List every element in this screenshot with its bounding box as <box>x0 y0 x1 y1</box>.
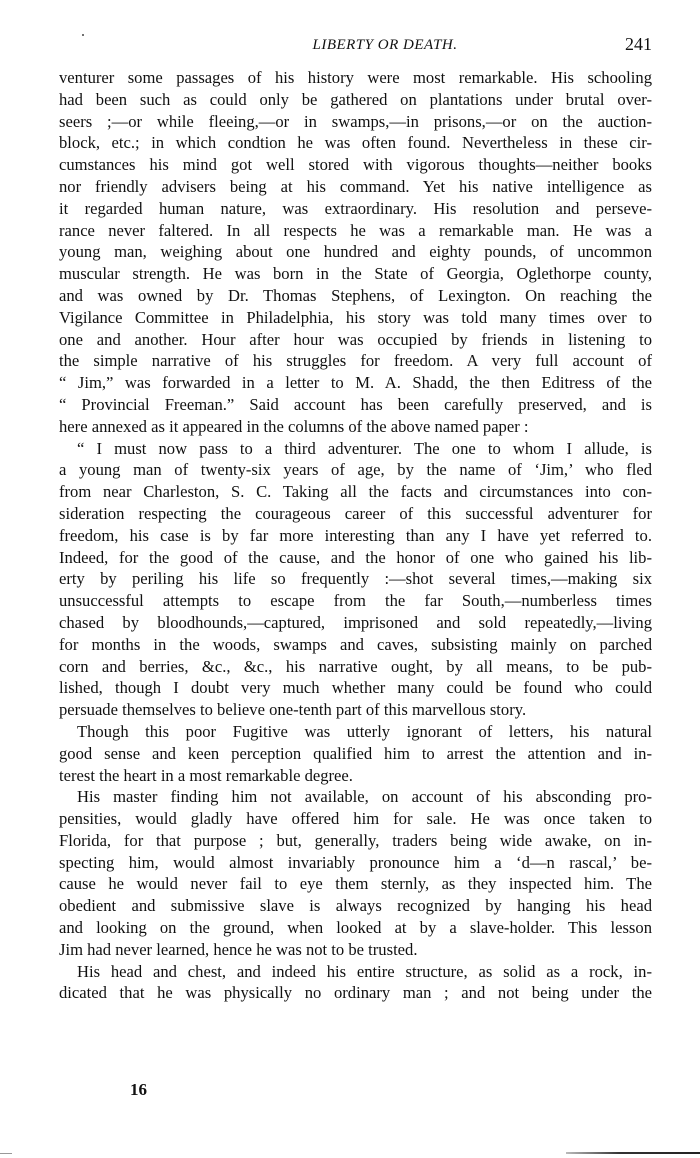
text-line: pensities, would gladly have offered him for sale. He was once taken to <box>59 809 652 829</box>
text-line: His head and chest, and indeed his entire structure, as solid as a rock, in- <box>77 961 652 981</box>
text-line: seers ;—or while fleeing,—or in swamps,—in prisons,—or on the auction- <box>59 111 652 131</box>
text-line: a young man of twenty-six years of age, by the name of ‘Jim,’ who fled <box>59 460 652 480</box>
text-line: erty by periling his life so frequently :—shot several times,—making six <box>59 569 652 589</box>
text-line: had been such as could only be gathered on plantations under brutal over- <box>59 89 652 109</box>
text-line: good sense and keen perception qualified him to arrest the attention and in- <box>59 743 652 763</box>
paragraph <box>59 786 652 960</box>
text-line: freedom, his case is by far more interesting than any I have yet referred to. <box>59 525 652 545</box>
text-line: cumstances his mind got well stored with vigorous thoughts—neither books <box>59 155 652 175</box>
text-line: Vigilance Committee in Philadelphia, his story was told many times over to <box>59 307 652 327</box>
text-line: it regarded human nature, was extraordinary. His resolution and perseve- <box>59 198 652 218</box>
text-line: chased by bloodhounds,—captured, imprisoned and sold repeatedly,—living <box>59 612 652 632</box>
text-line: nor friendly advisers being at his command. Yet his native intelligence as <box>59 176 652 196</box>
text-line: His master finding him not available, on account of his absconding pro- <box>77 787 652 807</box>
text-line: corn and berries, &c., &c., his narrative ought, by all means, to be pub- <box>59 656 652 676</box>
text-line: obedient and submissive slave is always recognized by hanging his head <box>59 896 652 916</box>
text-line: for months in the woods, swamps and caves, subsisting mainly on parched <box>59 634 652 654</box>
signature-mark: 16 <box>130 1080 147 1099</box>
scan-speck <box>82 34 84 36</box>
text-line: and was owned by Dr. Thomas Stephens, of Lexington. On reaching the <box>59 285 652 305</box>
text-line: here annexed as it appeared in the columns of the above named paper : <box>59 416 529 436</box>
text-line: young man, weighing about one hundred and eighty pounds, of uncommon <box>59 242 652 262</box>
paragraph <box>59 438 652 721</box>
text-line: one and another. Hour after hour was occupied by friends in listening to <box>59 329 652 349</box>
running-head <box>118 34 652 58</box>
text-line: Jim had never learned, hence he was not to be trusted. <box>59 939 418 959</box>
page-number: 241 <box>625 34 652 54</box>
text-line: terest the heart in a most remarkable degree. <box>59 765 353 785</box>
running-title: LIBERTY OR DEATH. <box>312 37 458 53</box>
text-line: specting him, would almost invariably pronounce him a ‘d—n rascal,’ be- <box>59 852 652 872</box>
text-line: from near Charleston, S. C. Taking all the facts and circumstances into con- <box>59 482 652 502</box>
text-line: persuade themselves to believe one-tenth part of this marvellous story. <box>59 700 527 720</box>
scan-edge-right <box>566 1152 700 1154</box>
paragraph <box>59 961 652 1005</box>
text-line: and looking on the ground, when looked at by a slave-holder. This lesson <box>59 918 652 938</box>
text-line: dicated that he was physically no ordinary man ; and not being under the <box>59 983 652 1003</box>
text-line: Indeed, for the good of the cause, and the honor of one who gained his lib- <box>59 547 652 567</box>
text-line: rance never faltered. In all respects he was a remarkable man. He was a <box>59 220 652 240</box>
text-line: “ Jim,” was forwarded in a letter to M. A. Shadd, the then Editress of the <box>59 373 652 393</box>
text-line: block, etc.; in which condtion he was often found. Nevertheless in these cir- <box>59 133 652 153</box>
text-line: “ Provincial Freeman.” Said account has been carefully preserved, and is <box>59 394 652 414</box>
text-line: lished, though I doubt very much whether many could be found who could <box>59 678 652 698</box>
text-line: Florida, for that purpose ; but, generally, traders being wide awake, on in- <box>59 830 652 850</box>
paragraph <box>59 721 652 786</box>
text-line: sideration respecting the courageous career of this successful adventurer for <box>59 503 652 523</box>
scan-edge-left <box>0 1153 12 1154</box>
text-line: cause he would never fail to eye them sternly, as they inspected him. The <box>59 874 652 894</box>
body-text <box>59 67 652 1004</box>
paragraph <box>59 67 652 438</box>
text-line: unsuccessful attempts to escape from the far South,—numberless times <box>59 591 652 611</box>
text-line: the simple narrative of his struggles for freedom. A very full account of <box>59 351 652 371</box>
text-line: Though this poor Fugitive was utterly ignorant of letters, his natural <box>77 721 652 741</box>
text-line: muscular strength. He was born in the State of Georgia, Oglethorpe county, <box>59 264 652 284</box>
text-line: “ I must now pass to a third adventurer. The one to whom I allude, is <box>77 438 652 458</box>
text-line: venturer some passages of his history were most remarkable. His schooling <box>59 68 652 87</box>
